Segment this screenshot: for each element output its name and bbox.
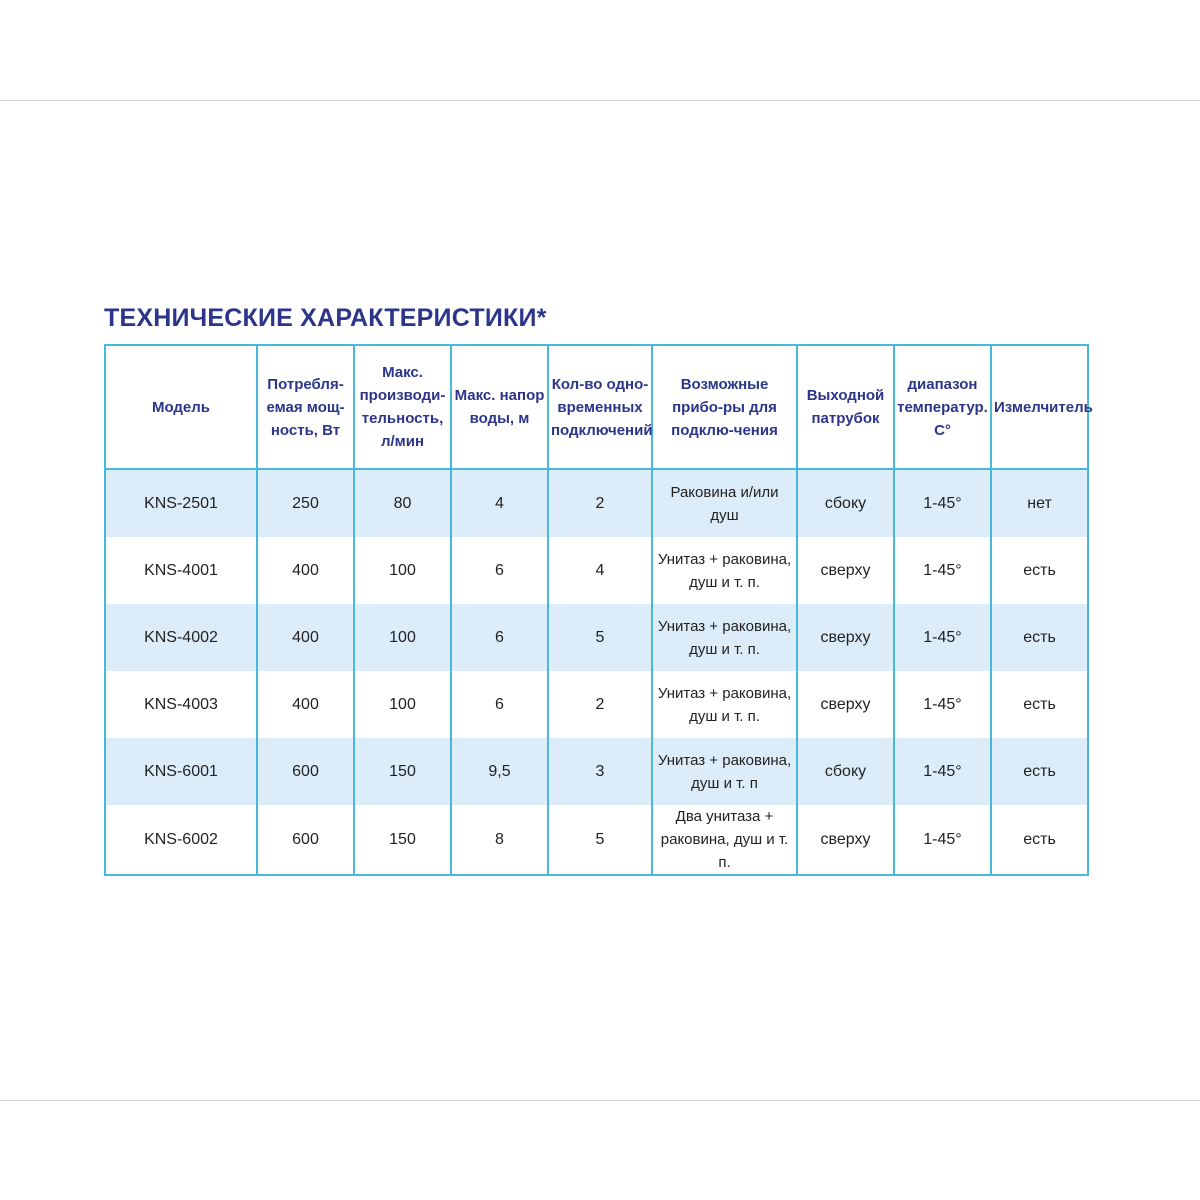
cell-fixtures: Унитаз + раковина, душ и т. п. [652,671,797,738]
cell-model: KNS-2501 [105,469,257,537]
cell-outlet: сверху [797,805,894,875]
bottom-divider [0,1100,1200,1101]
cell-grinder: есть [991,537,1088,604]
cell-temperature: 1-45° [894,469,991,537]
cell-outlet: сбоку [797,738,894,805]
top-divider [0,100,1200,101]
column-header-capacity: Макс. производи-тельность, л/мин [354,345,451,469]
cell-head: 4 [451,469,548,537]
cell-model: KNS-4003 [105,671,257,738]
cell-power: 400 [257,671,354,738]
cell-head: 6 [451,671,548,738]
cell-temperature: 1-45° [894,738,991,805]
table-row [105,738,1088,805]
cell-temperature: 1-45° [894,671,991,738]
cell-power: 400 [257,604,354,671]
cell-head: 6 [451,537,548,604]
cell-grinder: нет [991,469,1088,537]
cell-fixtures: Унитаз + раковина, душ и т. п [652,738,797,805]
table-header-row [105,345,1088,469]
cell-grinder: есть [991,738,1088,805]
cell-grinder: есть [991,604,1088,671]
cell-power: 600 [257,805,354,875]
column-header-grinder: Измелчитель [991,345,1088,469]
cell-connections: 4 [548,537,652,604]
column-header-fixtures: Возможные прибо-ры для подклю-чения [652,345,797,469]
cell-capacity: 100 [354,604,451,671]
column-header-temperature: диапазон температур. С° [894,345,991,469]
column-header-power: Потребля-емая мощ-ность, Вт [257,345,354,469]
cell-model: KNS-4001 [105,537,257,604]
cell-fixtures: Раковина и/или душ [652,469,797,537]
cell-capacity: 100 [354,671,451,738]
cell-power: 600 [257,738,354,805]
table-row [105,537,1088,604]
cell-outlet: сбоку [797,469,894,537]
cell-temperature: 1-45° [894,604,991,671]
cell-fixtures: Унитаз + раковина, душ и т. п. [652,604,797,671]
cell-head: 9,5 [451,738,548,805]
cell-fixtures: Унитаз + раковина, душ и т. п. [652,537,797,604]
table-row [105,604,1088,671]
cell-temperature: 1-45° [894,805,991,875]
cell-fixtures: Два унитаза + раковина, душ и т. п. [652,805,797,875]
cell-model: KNS-6002 [105,805,257,875]
cell-power: 400 [257,537,354,604]
cell-outlet: сверху [797,671,894,738]
cell-grinder: есть [991,805,1088,875]
column-header-head: Макс. напор воды, м [451,345,548,469]
cell-connections: 2 [548,671,652,738]
cell-capacity: 150 [354,805,451,875]
cell-capacity: 150 [354,738,451,805]
cell-model: KNS-6001 [105,738,257,805]
cell-head: 8 [451,805,548,875]
cell-model: KNS-4002 [105,604,257,671]
cell-power: 250 [257,469,354,537]
column-header-connections: Кол-во одно-временных подключений [548,345,652,469]
cell-connections: 2 [548,469,652,537]
cell-capacity: 100 [354,537,451,604]
specifications-table [104,344,1093,876]
cell-capacity: 80 [354,469,451,537]
cell-head: 6 [451,604,548,671]
table-row [105,671,1088,738]
column-header-outlet: Выходной патрубок [797,345,894,469]
column-header-model: Модель [105,345,257,469]
cell-outlet: сверху [797,604,894,671]
table-row [105,469,1088,537]
cell-connections: 3 [548,738,652,805]
cell-connections: 5 [548,805,652,875]
cell-grinder: есть [991,671,1088,738]
cell-connections: 5 [548,604,652,671]
table-row [105,805,1088,875]
cell-temperature: 1-45° [894,537,991,604]
page-title: ТЕХНИЧЕСКИЕ ХАРАКТЕРИСТИКИ* [104,304,547,332]
cell-outlet: сверху [797,537,894,604]
